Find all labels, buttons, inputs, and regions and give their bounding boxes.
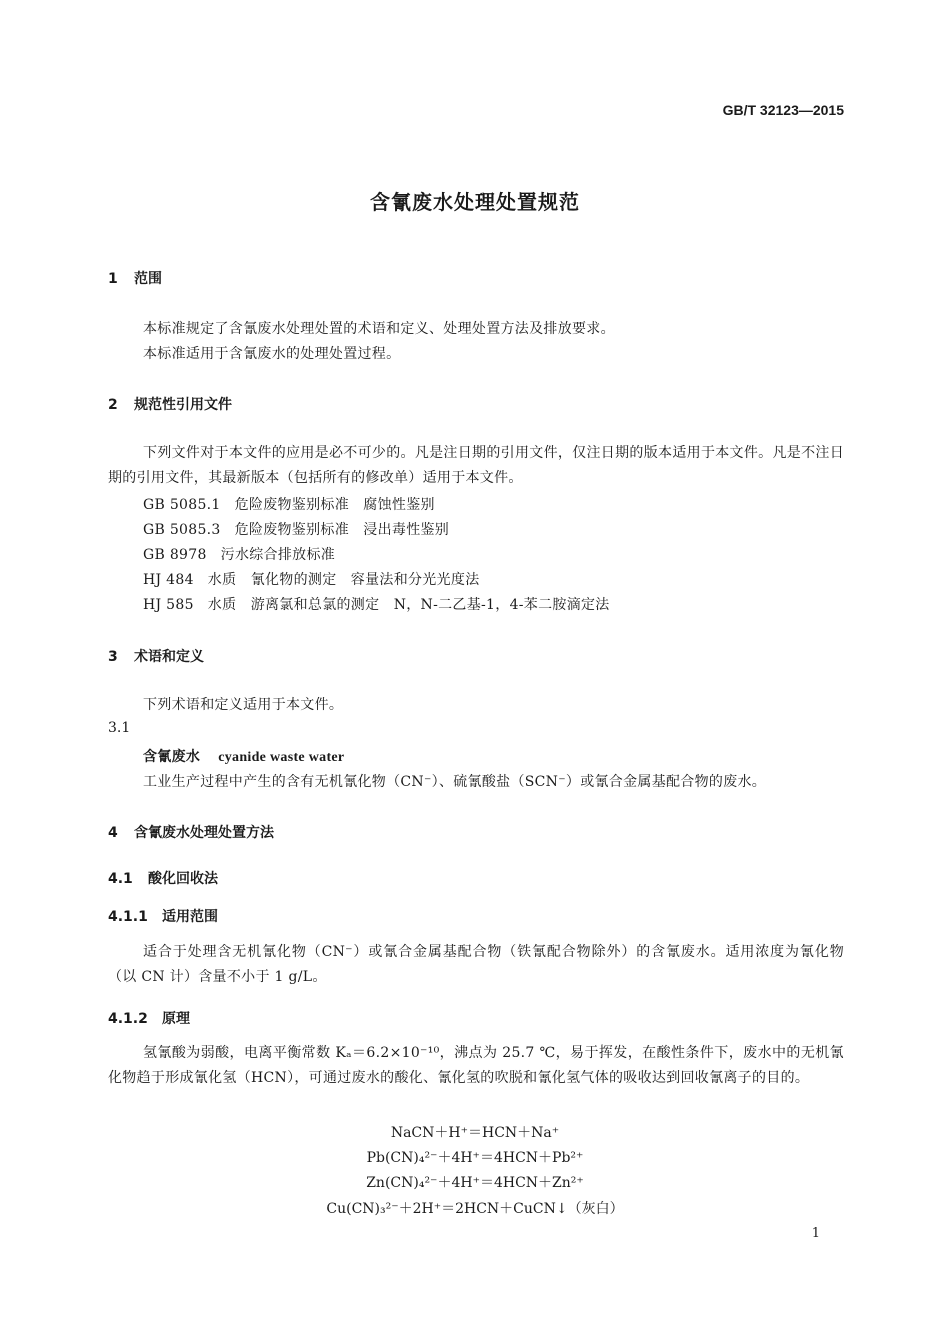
standard-number: GB/T 32123—2015: [722, 102, 844, 118]
reference-item: [143, 519, 449, 539]
section-title: 范围: [134, 271, 162, 287]
chemical-equation: Pb(CN)₄²⁻＋4H⁺＝4HCN＋Pb²⁺: [366, 1150, 584, 1166]
reference-item: [143, 544, 335, 564]
section-number: 1: [108, 271, 118, 287]
section-number: 3: [108, 649, 118, 665]
section-number: 4: [108, 825, 118, 841]
document-title: 含氰废水处理处置规范: [370, 190, 580, 214]
section-title: 适用范围: [162, 909, 218, 925]
subsection-4-1-2-heading: [108, 1008, 190, 1028]
page-number: 1: [811, 1226, 820, 1241]
reference-item: [143, 569, 480, 589]
term-en: cyanide waste water: [218, 750, 345, 765]
term-number: 3.1: [108, 720, 131, 736]
reference-code: GB 5085.1: [143, 497, 221, 513]
reference-item: [143, 494, 435, 514]
reference-title: 危险废物鉴别标准 浸出毒性鉴别: [234, 522, 450, 538]
section-number: 2: [108, 397, 118, 413]
reference-code: HJ 484: [143, 572, 194, 588]
reference-title: 水质 游离氯和总氯的测定 N，N-二乙基-1，4-苯二胺滴定法: [207, 597, 610, 613]
reference-item: [143, 594, 610, 614]
paragraph: 下列术语和定义适用于本文件。: [143, 697, 344, 713]
section-title: 术语和定义: [134, 649, 204, 665]
section-title: 原理: [162, 1011, 190, 1027]
term-definition: 工业生产过程中产生的含有无机氰化物（CN⁻）、硫氰酸盐（SCN⁻）或氰合金属基配合物的废水。: [143, 774, 767, 790]
chemical-equation: NaCN＋H⁺＝HCN＋Na⁺: [390, 1125, 560, 1141]
reference-title: 危险废物鉴别标准 腐蚀性鉴别: [234, 497, 435, 513]
section-2-heading: [108, 394, 232, 414]
reference-code: GB 8978: [143, 547, 207, 563]
paragraph: 适合于处理含无机氰化物（CN⁻）或氰合金属基配合物（铁氰配合物除外）的含氰废水。适用浓度为氰化物（以 CN 计）含量不小于 1 g/L。: [108, 944, 844, 985]
paragraph: 本标准适用于含氰废水的处理处置过程。: [143, 346, 401, 362]
chemical-equation: Zn(CN)₄²⁻＋4H⁺＝4HCN＋Zn²⁺: [366, 1175, 584, 1191]
section-title: 规范性引用文件: [134, 397, 232, 413]
section-4-heading: [108, 822, 274, 842]
paragraph: 氢氰酸为弱酸，电离平衡常数 Kₐ＝6.2×10⁻¹⁰，沸点为 25.7 ℃，易于挥发，在酸性条件下，废水中的无机氰化物趋于形成氰化氢（HCN），可通过废水的酸化、氰化氢的吹脱和氰化氢气体的吸收达到回收氰离子的目的。: [108, 1045, 844, 1086]
section-1-heading: [108, 268, 162, 288]
section-number: 4.1: [108, 871, 133, 887]
chemical-equation: Cu(CN)₃²⁻＋2H⁺＝2HCN＋CuCN↓（灰白）: [326, 1201, 624, 1217]
term-entry: [143, 746, 344, 766]
term-zh: 含氰废水: [143, 749, 201, 765]
paragraph: 下列文件对于本文件的应用是必不可少的。凡是注日期的引用文件，仅注日期的版本适用于本文件。凡是不注日期的引用文件，其最新版本（包括所有的修改单）适用于本文件。: [108, 445, 844, 486]
reference-code: HJ 585: [143, 597, 194, 613]
section-number: 4.1.1: [108, 909, 148, 925]
reference-code: GB 5085.3: [143, 522, 221, 538]
section-number: 4.1.2: [108, 1011, 148, 1027]
subsection-4-1-heading: [108, 868, 218, 888]
reference-title: 水质 氰化物的测定 容量法和分光光度法: [207, 572, 480, 588]
section-title: 酸化回收法: [148, 871, 218, 887]
section-3-heading: [108, 646, 204, 666]
paragraph: 本标准规定了含氰废水处理处置的术语和定义、处理处置方法及排放要求。: [143, 321, 615, 337]
subsection-4-1-1-heading: [108, 906, 218, 926]
reference-title: 污水综合排放标准: [220, 547, 336, 563]
section-title: 含氰废水处理处置方法: [134, 825, 274, 841]
